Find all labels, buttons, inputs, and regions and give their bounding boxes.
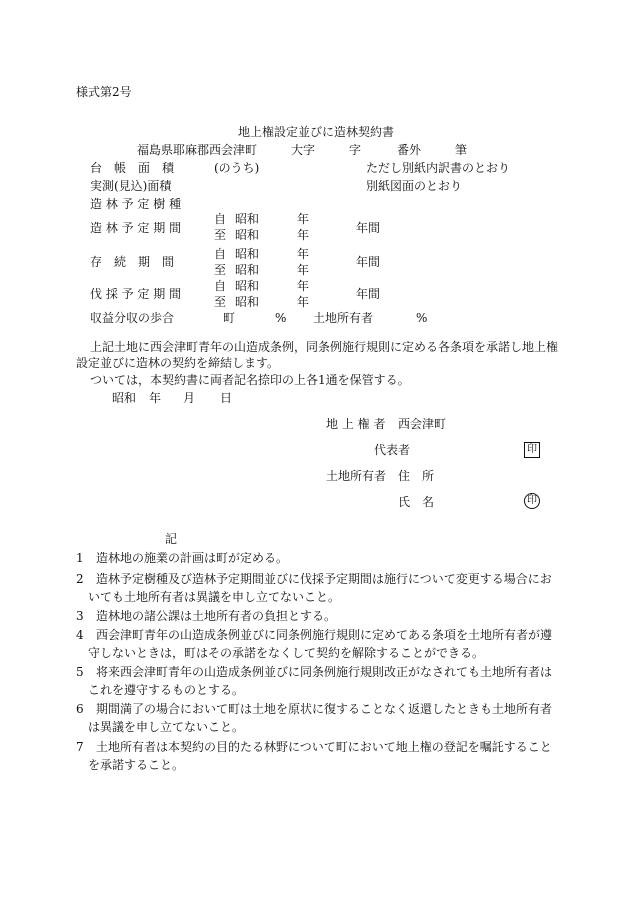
rep-label: 代表者 xyxy=(374,443,411,457)
plan-to-era: 昭和 xyxy=(235,228,260,242)
harvest-to-era: 昭和 xyxy=(235,295,260,309)
seal-circle-icon xyxy=(524,493,540,509)
owner-label: 土地所有者 xyxy=(326,469,387,483)
duration-to-year: 年 xyxy=(297,263,310,277)
clause-text: 土地所有者は本契約の目的たる林野について町において地上権の登記を嘱託すること xyxy=(96,740,552,754)
clause-4 xyxy=(76,626,554,662)
date-month: 月 xyxy=(183,391,196,405)
duration-from: 自 xyxy=(214,247,227,261)
date-era: 昭和 xyxy=(112,391,137,405)
holder-label: 地 上 権 者 xyxy=(326,417,386,431)
clause-text-cont: を承諾すること。 xyxy=(88,758,185,772)
clause-text-cont: は異議を申し立てないこと。 xyxy=(88,720,245,734)
owner-seal: 印 xyxy=(524,493,540,509)
harvest-to: 至 xyxy=(214,295,227,309)
plan-to: 至 xyxy=(214,228,227,242)
clause-number: 5 xyxy=(76,665,84,679)
duration-to: 至 xyxy=(214,263,227,277)
share-town-percent: % xyxy=(275,311,287,325)
area-register-label: 台 帳 面 積 xyxy=(90,161,175,175)
harvest-from-year: 年 xyxy=(297,279,310,293)
clause-number: 2 xyxy=(76,572,84,586)
clause-text-cont: 守しないときは，町はその承諾をなくして契約を解除することができる。 xyxy=(88,646,485,660)
area-register-note: ただし別紙内訳書のとおり xyxy=(366,161,511,175)
duration-from-year: 年 xyxy=(297,247,310,261)
date-year: 年 xyxy=(149,391,162,405)
harvest-to-year: 年 xyxy=(297,295,310,309)
para1-line1: 上記土地に西会津町青年の山造成条例，同条例施行規則に定める各条項を承諾し地上権 xyxy=(90,340,559,354)
harvest-years: 年間 xyxy=(356,287,381,301)
ki-heading: 記 xyxy=(165,532,178,546)
clause-5 xyxy=(76,663,554,699)
area-survey-note: 別紙図面のとおり xyxy=(366,179,463,193)
name-label: 氏 名 xyxy=(398,495,435,509)
plan-period-label: 造 林 予 定 期 間 xyxy=(90,221,182,235)
para1-line2: 設定並びに造林の契約を締結します。 xyxy=(76,356,280,370)
clause-text: 造林地の施業の計画は町が定める。 xyxy=(96,551,289,565)
plan-to-year: 年 xyxy=(297,228,310,242)
plan-from: 自 xyxy=(214,212,227,226)
plan-years: 年間 xyxy=(356,221,381,235)
clause-number: 7 xyxy=(76,740,84,754)
clause-1 xyxy=(76,549,554,567)
share-landowner-percent: % xyxy=(416,311,428,325)
rep-seal: 印 xyxy=(524,442,540,458)
date-day: 日 xyxy=(220,391,233,405)
clause-7 xyxy=(76,738,554,774)
clause-text: 将来西会津町青年の山造成条例並びに同条例施行規則改正がなされても土地所有者は xyxy=(96,665,553,679)
location-banchi: 番外 xyxy=(397,143,422,157)
area-survey-label: 実測(見込)面積 xyxy=(90,179,172,193)
holder-value: 西会津町 xyxy=(398,417,447,431)
harvest-from: 自 xyxy=(214,279,227,293)
clause-text: 造林地の諸公課は土地所有者の負担とする。 xyxy=(96,609,337,623)
clause-text-cont: これを遵守するものとする。 xyxy=(88,683,245,697)
location-aza: 字 xyxy=(349,143,362,157)
clause-number: 3 xyxy=(76,609,84,623)
location-oaza: 大字 xyxy=(291,143,316,157)
form-number: 様式第2号 xyxy=(76,85,132,99)
clause-number: 4 xyxy=(76,628,84,642)
harvest-from-era: 昭和 xyxy=(235,279,260,293)
duration-from-era: 昭和 xyxy=(235,247,260,261)
share-landowner: 土地所有者 xyxy=(313,311,374,325)
location-prefecture: 福島県耶麻郡西会津町 xyxy=(137,143,258,157)
duration-to-era: 昭和 xyxy=(235,263,260,277)
location-hitsu: 筆 xyxy=(455,143,468,157)
area-register-value: (のうち) xyxy=(214,161,260,175)
duration-label: 存 続 期 間 xyxy=(90,255,175,269)
duration-years: 年間 xyxy=(356,255,381,269)
clause-text: 造林予定樹種及び造林予定期間並びに伐採予定期間は施行について変更する場合にお xyxy=(96,572,552,586)
share-town: 町 xyxy=(223,311,236,325)
clause-number: 1 xyxy=(76,551,84,565)
share-label: 収益分収の歩合 xyxy=(90,311,175,325)
seal-square-icon xyxy=(524,442,540,458)
clause-6 xyxy=(76,700,554,736)
para2: ついては，本契約書に両者記名捺印の上各1通を保管する。 xyxy=(90,373,410,387)
plan-from-era: 昭和 xyxy=(235,212,260,226)
clause-3 xyxy=(76,607,554,625)
plan-from-year: 年 xyxy=(297,212,310,226)
document-title: 地上権設定並びに造林契約書 xyxy=(238,125,395,139)
clause-text: 西会津町青年の山造成条例並びに同条例施行規則に定めてある条項を土地所有者が遵 xyxy=(96,628,553,642)
clause-text-cont: いても土地所有者は異議を申し立てないこと。 xyxy=(88,590,341,604)
species-label: 造 林 予 定 樹 種 xyxy=(90,197,182,211)
harvest-period-label: 伐 採 予 定 期 間 xyxy=(90,287,182,301)
address-label: 住 所 xyxy=(398,469,435,483)
clause-2 xyxy=(76,570,554,606)
clause-text: 期間満了の場合において町は土地を原状に復することなく返還したときも土地所有者 xyxy=(96,702,553,716)
clause-number: 6 xyxy=(76,702,84,716)
